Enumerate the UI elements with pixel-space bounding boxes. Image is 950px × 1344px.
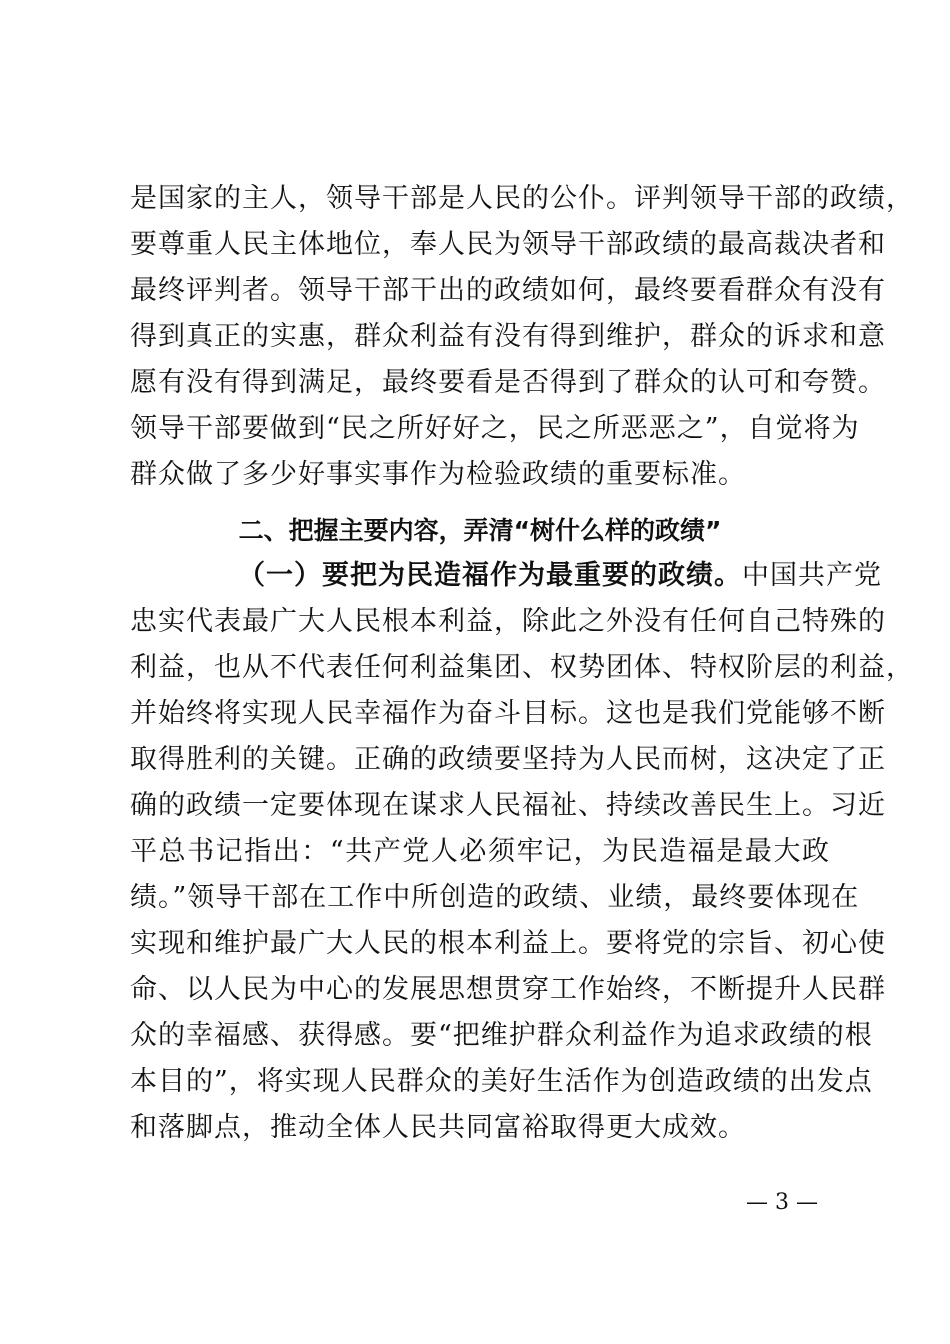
- paragraph-2-line: 命、以人民为中心的发展思想贯穿工作始终，不断提升人民群: [130, 974, 886, 1005]
- section-heading: 二、把握主要内容，弄清“树什么样的政绩”: [238, 516, 722, 545]
- paragraph-2-line: 平总书记指出：“共产党人必须牢记，为民造福是最大政: [130, 836, 830, 867]
- paragraph-1-line: 最终评判者。领导干部干出的政绩如何，最终要看群众有没有: [130, 275, 886, 306]
- paragraph-2-line: 并始终将实现人民幸福作为奋斗目标。这也是我们党能够不断: [130, 698, 886, 729]
- paragraph-2-line: 绩。”领导干部在工作中所创造的政绩、业绩，最终要体现在: [130, 882, 860, 913]
- paragraph-2-line: 众的幸福感、获得感。要“把维护群众利益作为追求政绩的根: [130, 1020, 873, 1051]
- paragraph-2-first-line-text: 中国共产党: [742, 560, 882, 591]
- paragraph-1-line: 领导干部要做到“民之所好好之，民之所恶恶之”，自觉将为: [130, 413, 860, 444]
- page-number: — 3 —: [746, 1190, 818, 1215]
- subsection-heading: （一）要把为民造福作为最重要的政绩。: [238, 560, 742, 591]
- paragraph-1-line: 要尊重人民主体地位，奉人民为领导干部政绩的最高裁决者和: [130, 229, 886, 260]
- paragraph-1-line: 群众做了多少好事实事作为检验政绩的重要标准。: [130, 459, 746, 490]
- paragraph-1-line: 愿有没有得到满足，最终要看是否得到了群众的认可和夸赞。: [130, 367, 886, 398]
- paragraph-2-line: 实现和维护最广大人民的根本利益上。要将党的宗旨、初心使: [130, 928, 886, 959]
- paragraph-2-line: 本目的”，将实现人民群众的美好生活作为创造政绩的出发点: [130, 1066, 873, 1097]
- paragraph-1: [130, 176, 914, 498]
- paragraph-2: [130, 553, 914, 1151]
- paragraph-1-line: 得到真正的实惠，群众利益有没有得到维护，群众的诉求和意: [130, 321, 886, 352]
- paragraph-2-line: 确的政绩一定要体现在谋求人民福祉、持续改善民生上。习近: [130, 790, 886, 821]
- paragraph-2-line: 忠实代表最广大人民根本利益，除此之外没有任何自己特殊的: [130, 606, 886, 637]
- paragraph-1-line: 是国家的主人，领导干部是人民的公仆。评判领导干部的政绩，: [130, 183, 914, 214]
- paragraph-2-line: 利益，也从不代表任何利益集团、权势团体、特权阶层的利益，: [130, 652, 914, 683]
- paragraph-2-line: 取得胜利的关键。正确的政绩要坚持为人民而树，这决定了正: [130, 744, 886, 775]
- paragraph-2-first-line: [130, 553, 882, 599]
- paragraph-2-line: 和落脚点，推动全体人民共同富裕取得更大成效。: [130, 1112, 746, 1143]
